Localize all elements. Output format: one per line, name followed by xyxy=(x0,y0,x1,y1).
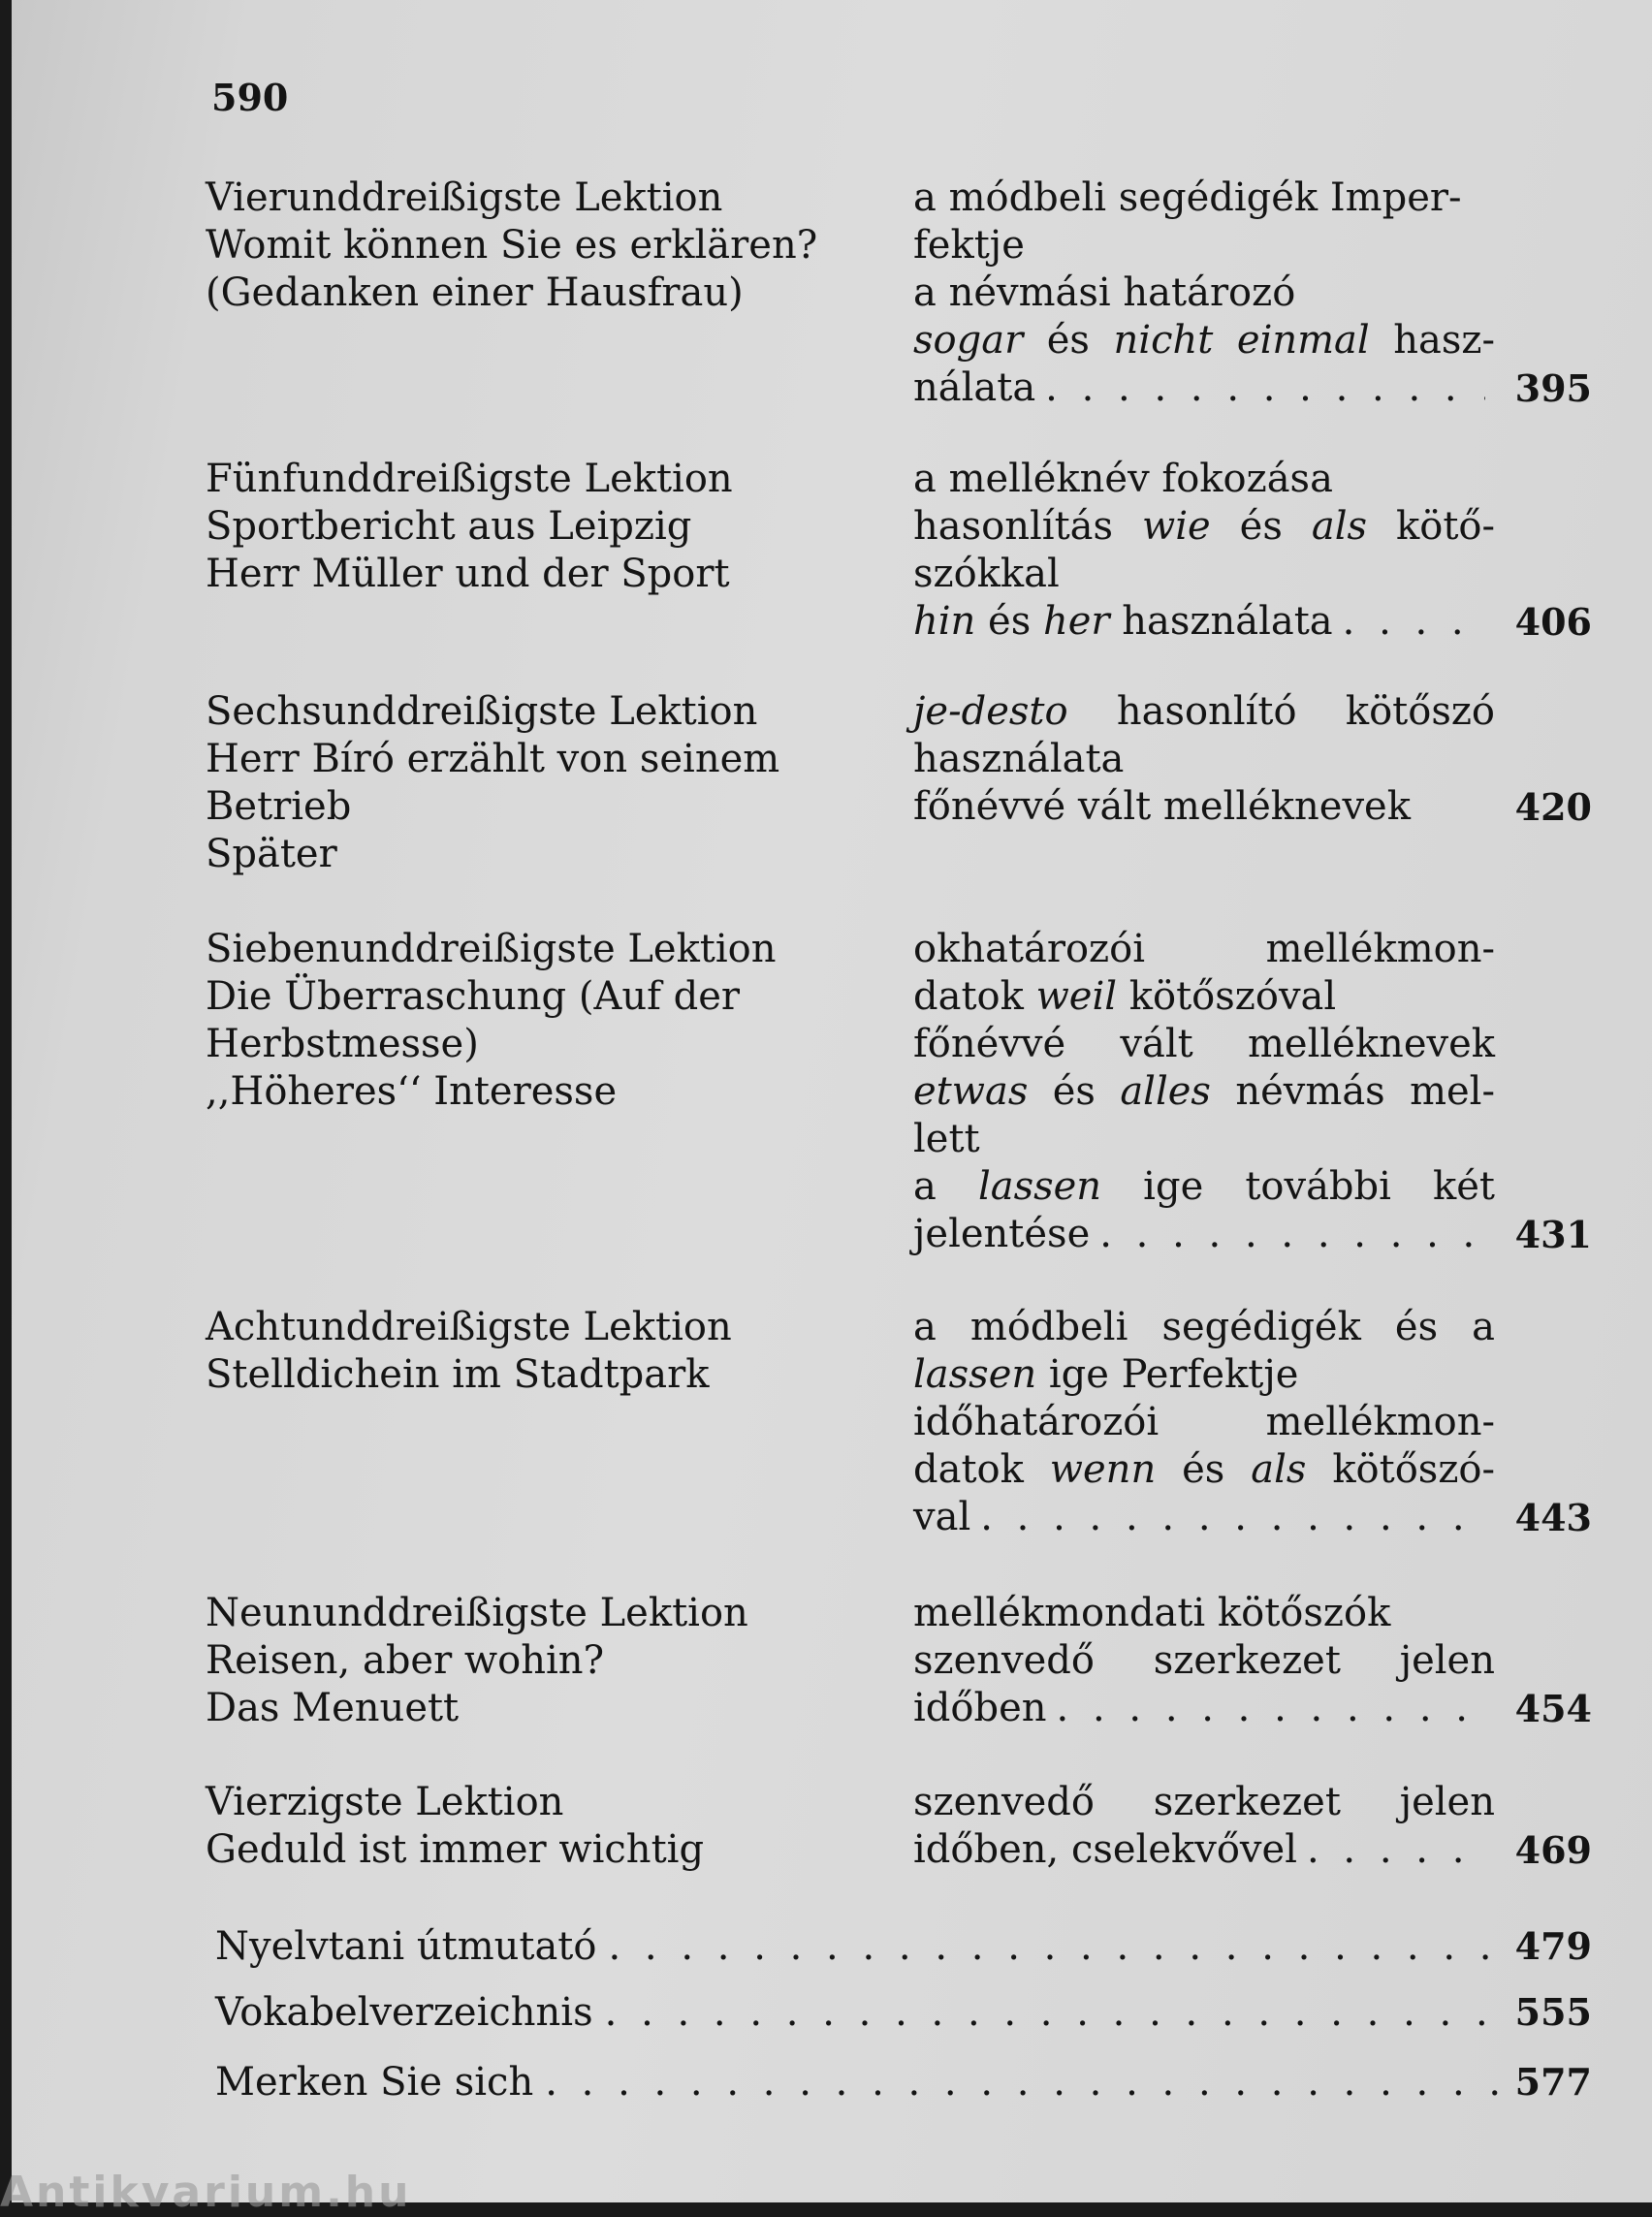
lesson-grammar-topics xyxy=(913,456,1495,646)
lesson-grammar-topics xyxy=(913,1779,1495,1874)
lesson-titles xyxy=(206,1304,884,1399)
grammar-topic-text: jelentése xyxy=(913,1212,1091,1256)
toc-page-number: 454 xyxy=(1514,1687,1592,1730)
toc-page-number: 420 xyxy=(1514,785,1592,829)
leader-dots xyxy=(605,1990,1504,2035)
leader-dots xyxy=(608,1924,1503,1969)
lesson-subtitle: Sportbericht aus Leipzig xyxy=(206,504,692,549)
grammar-topic-line: lassen ige Perfektje xyxy=(913,1352,1299,1397)
grammar-topic-line: lett xyxy=(913,1117,980,1161)
grammar-topic-line: a módbeli segédigék Imper- xyxy=(913,175,1462,220)
toc-page-number: 406 xyxy=(1514,600,1592,644)
toc-entry-merken-sie-sich[interactable] xyxy=(215,2060,1592,2105)
lesson-grammar-topics xyxy=(913,1304,1495,1541)
grammar-topic-line: a módbeli segédigék és a xyxy=(913,1305,1495,1349)
toc-entry-grammar-guide[interactable] xyxy=(215,1924,1592,1969)
grammar-topic-line: etwas és alles névmás mel- xyxy=(913,1069,1495,1114)
lesson-grammar-topics xyxy=(913,1590,1495,1732)
toc-entry-label: Merken Sie sich xyxy=(215,2060,534,2105)
lesson-heading: Achtunddreißigste Lektion xyxy=(206,1305,732,1349)
grammar-topic-line: okhatározói mellékmon- xyxy=(913,927,1495,971)
grammar-topic-text: nálata xyxy=(913,365,1036,410)
grammar-topic-line: időhatározói mellékmon- xyxy=(913,1400,1495,1444)
watermark: Antikvarium.hu xyxy=(0,2168,412,2217)
grammar-topic-line: hasonlítás wie és als kötő- xyxy=(913,504,1495,549)
grammar-topic-text: időben xyxy=(913,1686,1047,1730)
grammar-topic-line: szenvedő szerkezet jelen xyxy=(913,1638,1495,1683)
leader-dots xyxy=(1099,1211,1485,1258)
lesson-heading: Vierunddreißigste Lektion xyxy=(206,175,723,220)
grammar-topic-line: sogar és nicht einmal hasz- xyxy=(913,318,1495,363)
leader-dots xyxy=(980,1494,1485,1541)
lesson-subtitle: Herr Müller und der Sport xyxy=(206,552,730,596)
lesson-grammar-topics xyxy=(913,688,1495,831)
leader-dots xyxy=(1343,598,1485,646)
grammar-topic-last-line xyxy=(913,1826,1495,1874)
lesson-titles xyxy=(206,174,884,317)
lesson-subtitle: Betrieb xyxy=(206,784,352,829)
grammar-topic-line: a névmási határozó xyxy=(913,270,1296,315)
grammar-topic-text: hin és her használata xyxy=(913,599,1333,644)
toc-page-number: 443 xyxy=(1514,1496,1592,1539)
toc-page-number: 555 xyxy=(1514,1990,1592,2034)
lesson-subtitle: ,,Höheres‘‘ Interesse xyxy=(206,1069,618,1114)
grammar-topic-line: főnévvé vált melléknevek xyxy=(913,784,1411,829)
grammar-topic-line: a melléknév fokozása xyxy=(913,457,1333,501)
grammar-topic-last-line xyxy=(913,1494,1495,1541)
lesson-subtitle: Reisen, aber wohin? xyxy=(206,1638,605,1683)
grammar-topic-line: főnévvé vált melléknevek xyxy=(913,1022,1495,1066)
toc-page-number: 469 xyxy=(1514,1828,1592,1872)
leader-dots xyxy=(1307,1826,1485,1874)
grammar-topic-last-line xyxy=(913,364,1495,412)
lesson-subtitle: Womit können Sie es erklären? xyxy=(206,223,818,268)
lesson-heading: Neununddreißigste Lektion xyxy=(206,1591,748,1635)
grammar-topic-text: időben, cselekvővel xyxy=(913,1827,1297,1872)
lesson-subtitle: Später xyxy=(206,832,337,876)
grammar-topic-line: datok wenn és als kötőszó- xyxy=(913,1447,1495,1492)
grammar-topic-line: szókkal xyxy=(913,552,1060,596)
grammar-topic-line: mellékmondati kötőszók xyxy=(913,1591,1391,1635)
book-page xyxy=(12,0,1652,2202)
lesson-titles xyxy=(206,456,884,598)
toc-page-number: 395 xyxy=(1514,366,1592,410)
toc-entry-vocabulary[interactable] xyxy=(215,1990,1592,2035)
lesson-subtitle: Die Überraschung (Auf der xyxy=(206,974,741,1019)
grammar-topic-line: fektje xyxy=(913,223,1025,268)
toc-page-number: 431 xyxy=(1514,1213,1592,1256)
grammar-topic-line: használata xyxy=(913,737,1125,781)
grammar-topic-last-line xyxy=(913,1685,1495,1732)
lesson-heading: Fünfunddreißigste Lektion xyxy=(206,457,733,501)
lesson-heading: Siebenunddreißigste Lektion xyxy=(206,927,777,971)
grammar-topic-text: val xyxy=(913,1495,971,1539)
leader-dots xyxy=(1045,364,1485,412)
grammar-topic-line: datok weil kötőszóval xyxy=(913,974,1337,1019)
lesson-subtitle: Geduld ist immer wichtig xyxy=(206,1827,705,1872)
lesson-titles xyxy=(206,1590,884,1732)
lesson-subtitle: Herr Bíró erzählt von seinem xyxy=(206,737,780,781)
lesson-titles xyxy=(206,926,884,1116)
lesson-heading: Vierzigste Lektion xyxy=(206,1780,564,1824)
lesson-grammar-topics xyxy=(913,174,1495,412)
toc-entry-label: Vokabelverzeichnis xyxy=(215,1990,593,2035)
grammar-topic-line: je-desto hasonlító kötőszó xyxy=(913,689,1495,734)
toc-entry-label: Nyelvtani útmutató xyxy=(215,1924,597,1969)
toc-page-number: 479 xyxy=(1514,1924,1592,1968)
lesson-grammar-topics xyxy=(913,926,1495,1258)
grammar-topic-last-line xyxy=(913,1211,1495,1258)
lesson-titles xyxy=(206,1779,884,1874)
lesson-subtitle: Herbstmesse) xyxy=(206,1022,479,1066)
grammar-topic-line: a lassen ige további két xyxy=(913,1164,1495,1209)
leader-dots xyxy=(1057,1685,1485,1732)
grammar-topic-line: szenvedő szerkezet jelen xyxy=(913,1780,1495,1824)
lesson-heading: Sechsunddreißigste Lektion xyxy=(206,689,758,734)
lesson-subtitle: Stelldichein im Stadtpark xyxy=(206,1352,710,1397)
page-number: 590 xyxy=(211,76,289,119)
toc-page-number: 577 xyxy=(1514,2060,1592,2104)
lesson-titles xyxy=(206,688,884,878)
lesson-subtitle: Das Menuett xyxy=(206,1686,460,1730)
leader-dots xyxy=(545,2060,1503,2105)
lesson-subtitle: (Gedanken einer Hausfrau) xyxy=(206,270,744,315)
grammar-topic-last-line xyxy=(913,598,1495,646)
